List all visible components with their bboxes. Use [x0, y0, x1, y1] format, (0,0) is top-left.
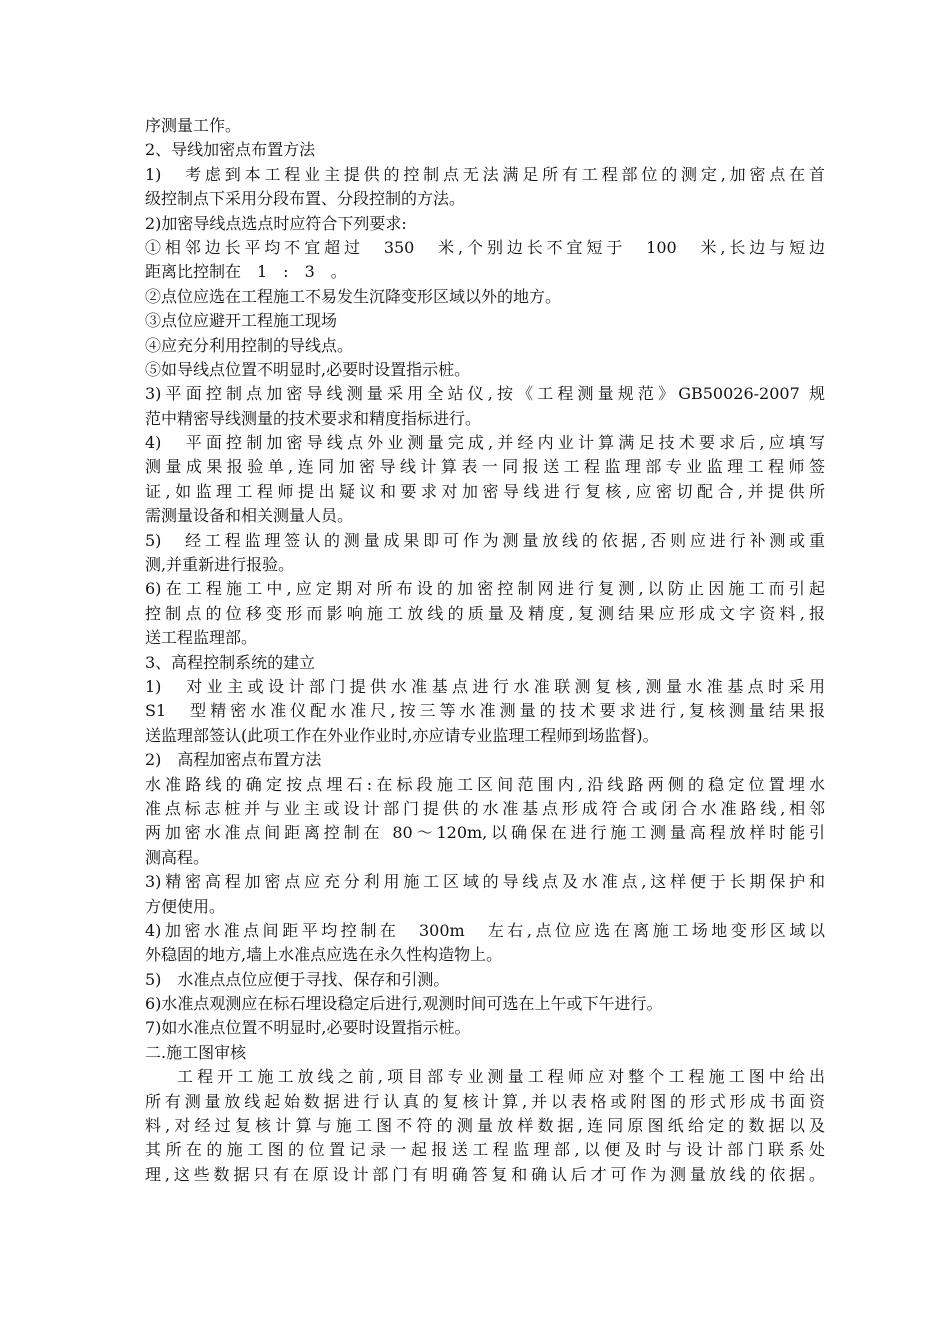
- text-line: 所有测量放线起始数据进行认真的复核计算,并以表格或附图的形式形成书面资: [145, 1091, 825, 1111]
- text-line: 测高程。: [145, 847, 210, 867]
- text-line: 2) 高程加密点布置方法: [145, 750, 322, 770]
- text-line: 3)平面控制点加密导线测量采用全站仪,按《工程测量规范》GB50026-2007 规: [145, 384, 825, 404]
- text-line: 方便使用。: [145, 896, 226, 916]
- text-line: 6)水准点观测应在标石埋设稳定后进行,观测时间可选在上午或下午进行。: [145, 994, 663, 1014]
- text-line: ②点位应选在工程施工不易发生沉降变形区域以外的地方。: [145, 286, 562, 306]
- text-line: 外稳固的地方,墙上水准点应选在永久性构造物上。: [145, 945, 503, 965]
- text-line: 序测量工作。: [145, 116, 242, 135]
- text-line: 5) 水准点点位应便于寻找、保存和引测。: [145, 969, 450, 989]
- text-line: 证,如监理工程师提出疑议和要求对加密导线进行复核,应密切配合,并提供所: [145, 481, 825, 501]
- document-body: [145, 114, 825, 1187]
- text-line: 需测量设备和相关测量人员。: [145, 506, 354, 526]
- text-line: 7)如水准点位置不明显时,必要时设置指示桩。: [145, 1018, 471, 1038]
- text-line: 料,对经过复核计算与施工图不符的测量放样数据,连同原图纸给定的数据以及: [145, 1116, 825, 1136]
- text-line: 2、导线加密点布置方法: [145, 140, 316, 160]
- text-line: 1) 考虑到本工程业主提供的控制点无法满足所有工程部位的测定,加密点在首: [145, 164, 825, 184]
- text-line: 测量成果报验单,连同加密导线计算表一同报送工程监理部专业监理工程师签: [145, 457, 825, 477]
- text-line: 其所在的施工图的位置记录一起报送工程监理部,以便及时与设计部门联系处: [145, 1140, 825, 1160]
- text-line: 工程开工施工放线之前,项目部专业测量工程师应对整个工程施工图中给出: [177, 1067, 825, 1087]
- text-line: 6)在工程施工中,应定期对所布设的加密控制网进行复测,以防止因施工而引起: [145, 579, 825, 599]
- text-line: 控制点的位移变形而影响施工放线的质量及精度,复测结果应形成文字资料,报: [145, 603, 825, 623]
- text-line: 理,这些数据只有在原设计部门有明确答复和确认后才可作为测量放线的依据。: [145, 1164, 825, 1184]
- text-line: ①相邻边长平均不宜超过 350 米,个别边长不宜短于 100 米,长边与短边: [145, 237, 825, 257]
- text-line: 3)精密高程加密点应充分利用施工区域的导线点及水准点,这样便于长期保护和: [145, 872, 825, 892]
- text-line: ④应充分利用控制的导线点。: [145, 335, 354, 355]
- text-line: 两加密水准点间距离控制在 80～120m,以确保在进行施工测量高程放样时能引: [145, 823, 825, 843]
- text-line: 二.施工图审核: [145, 1042, 247, 1062]
- text-line: 距离比控制在 1 : 3 。: [145, 262, 347, 282]
- text-line: 级控制点下采用分段布置、分段控制的方法。: [145, 189, 466, 209]
- text-line: ③点位应避开工程施工现场: [145, 311, 338, 331]
- text-line: 5) 经工程监理签认的测量成果即可作为测量放线的依据,否则应进行补测或重: [145, 530, 825, 550]
- text-line: 送监理部签认(此项工作在外业作业时,亦应请专业监理工程师到场监督)。: [145, 725, 659, 745]
- text-line: 1) 对业主或设计部门提供水准基点进行水准联测复核,测量水准基点时采用: [145, 676, 825, 696]
- text-line: 2)加密导线点选点时应符合下列要求:: [145, 213, 407, 233]
- text-line: 送工程监理部。: [145, 628, 258, 648]
- text-line: 水准路线的确定按点埋石:在标段施工区间范围内,沿线路两侧的稳定位置埋水: [145, 774, 825, 794]
- text-line: 测,并重新进行报验。: [145, 555, 295, 575]
- text-line: 范中精密导线测量的技术要求和精度指标进行。: [145, 408, 482, 428]
- text-line: 4)加密水准点间距平均控制在 300m 左右,点位应选在离施工场地变形区域以: [145, 920, 825, 940]
- text-line: ⑤如导线点位置不明显时,必要时设置指示桩。: [145, 359, 471, 379]
- text-line: S1 型精密水准仪配水准尺,按三等水准测量的技术要求进行,复核测量结果报: [145, 701, 825, 721]
- text-line: 准点标志桩并与业主或设计部门提供的水准基点形成符合或闭合水准路线,相邻: [145, 798, 825, 818]
- text-line: 4) 平面控制加密导线点外业测量完成,并经内业计算满足技术要求后,应填写: [145, 433, 825, 453]
- text-line: 3、高程控制系统的建立: [145, 652, 316, 672]
